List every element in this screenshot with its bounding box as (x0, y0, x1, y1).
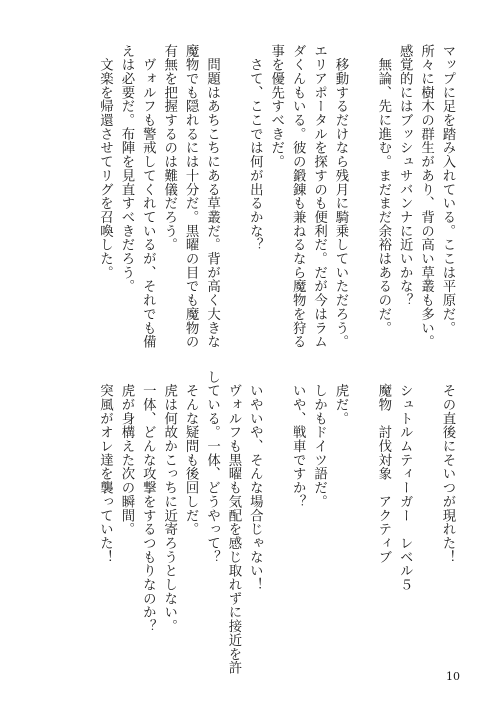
text-line: 魔物 討伐対象 アクティブ (375, 370, 391, 564)
text-line: シュトルムティーガー レベル５ (397, 370, 413, 592)
text-line: 文楽を帰還させてリグを召喚した。 (97, 44, 113, 280)
text-line: マップに足を踏み入れている。ここは平原だ。 (440, 44, 455, 335)
text-line: そんな疑問も後回しだ。 (183, 370, 199, 537)
text-line: えは必要だ。布陣を見直すべきだろう。 (118, 44, 134, 294)
text-line: 無論、先に進む。まだまだ余裕はあるのだ。 (375, 44, 391, 335)
text-line: エリアポータルを探すのも便利だ。だが今はラム (311, 44, 327, 349)
text-line (351, 370, 372, 650)
page-number: 10 (446, 670, 460, 683)
text-line: 虎だ。 (332, 370, 348, 426)
text-line: ダくんもいる。彼の鍛錬も兼ねるなら魔物を狩る (290, 44, 306, 349)
text-line: 感覚的にはブッシュサバンナに近いかな？ (397, 44, 413, 308)
text-line: している。一体、どうやって？ (204, 370, 220, 564)
text-line: 魔物でも隠れるには十分だ。黒曜の目でも魔物の (183, 44, 199, 349)
text-line: いやいや、そんな場合じゃない！ (247, 370, 263, 592)
text-line: しかもドイツ語だ。 (311, 370, 327, 509)
text-line: 一体、どんな攻撃をするつもりなのか？ (140, 370, 156, 634)
text-block-bottom (94, 370, 458, 675)
text-line: 事を優先すべきだ。 (268, 44, 284, 169)
text-line: 虎が身構えた次の瞬間。 (118, 370, 134, 537)
text-line: 突風がオレ達を襲っていた！ (97, 370, 113, 564)
text-line: 所々に樹木の群生があり、背の高い草叢も多い。 (418, 44, 434, 349)
text-line: 問題はあちこちにある草叢だ。背が高く大きな (204, 44, 220, 349)
text-line: 虎は何故かこっちに近寄ろうとしない。 (161, 370, 177, 634)
text-line (265, 370, 286, 650)
text-line (415, 370, 436, 650)
text-line: その直後にそいつが現れた！ (440, 370, 455, 564)
text-line: 移動するだけなら残月に騎乗していただろう。 (332, 44, 348, 349)
text-line: ヴォルフも警戒してくれているが、それでも備 (140, 44, 156, 349)
text-line (223, 44, 244, 324)
text-line: いや、戦車ですか？ (290, 370, 306, 509)
text-line: ヴォルフも黒曜も気配を感じ取れずに接近を許 (225, 370, 241, 675)
text-line: さて、ここでは何が出るかな？ (247, 44, 263, 252)
text-line (351, 44, 372, 324)
text-block-top (94, 44, 458, 349)
text-line: 有無を把握するのは難儀だろう。 (161, 44, 177, 252)
